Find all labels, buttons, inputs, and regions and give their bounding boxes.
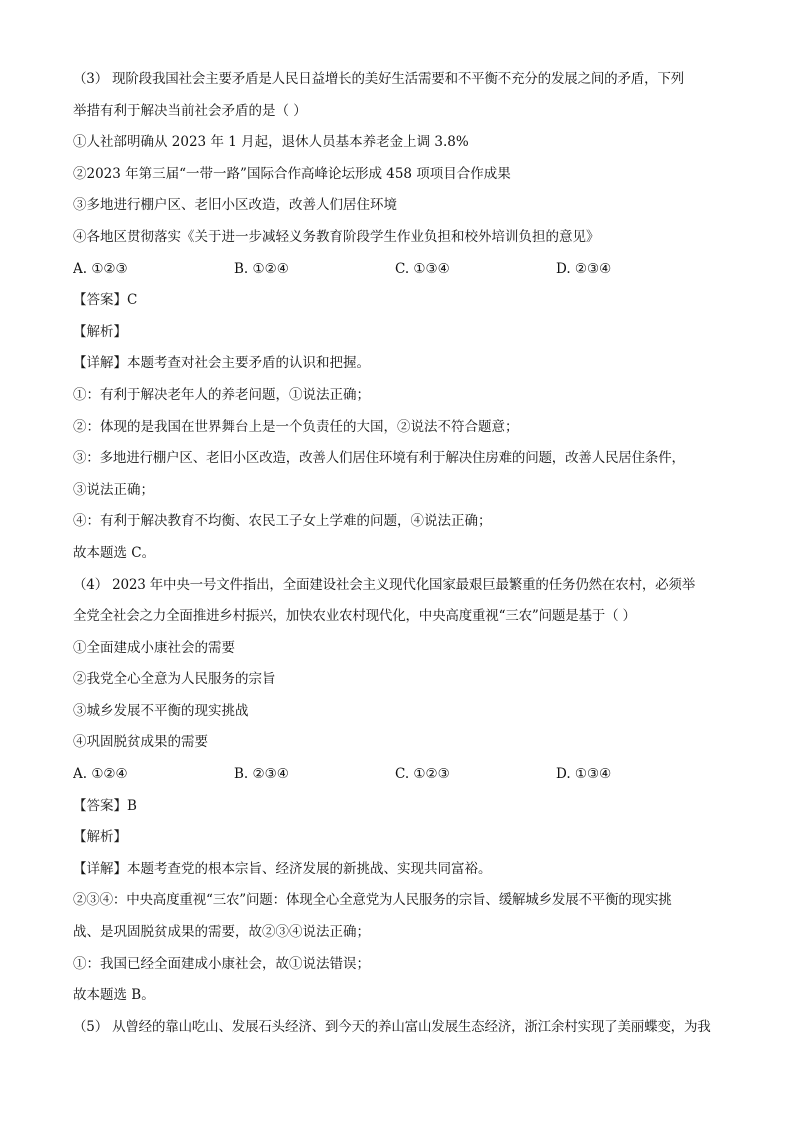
q4-item-4: ④巩固脱贫成果的需要 [73,734,208,751]
q4-option-d: D. ①③④ [556,766,612,783]
q3-detail-4: ③：多地进行棚户区、老旧小区改造，改善人们居住环境有利于解决住房难的问题，改善人民居住条件， [73,450,685,467]
q4-option-b: B. ②③④ [234,766,289,783]
q4-stem-line-2: 全党全社会之力全面推进乡村振兴，加快农业农村现代化，中央高度重视“三农”问题是基于（ ） [73,608,636,625]
q4-stem-line-1: （4） 2023 年中央一号文件指出，全面建设社会主义现代化国家最艰巨最繁重的任务仍然在农村，必须举 [73,576,696,593]
q3-stem-line-2: 举措有利于解决当前社会矛盾的是（ ） [73,102,307,119]
q3-answer: 【答案】C [73,292,138,309]
q4-detail-5: 故本题选 B。 [73,987,155,1004]
q4-detail-2: ②③④：中央高度重视“三农”问题：体现全心全意党为人民服务的宗旨、缓解城乡发展不平衡的现实挑 [73,892,672,909]
q4-options [73,759,738,791]
q4-detail-4: ①：我国已经全面建成小康社会，故①说法错误； [73,955,370,972]
q3-detail-1: 【详解】本题考查对社会主要矛盾的认识和把握。 [73,355,370,372]
q4-analysis-label: 【解析】 [73,829,127,846]
q3-detail-2: ①：有利于解决老年人的养老问题，①说法正确； [73,386,370,403]
q4-option-c: C. ①②③ [395,766,450,783]
q4-option-a: A. ①②④ [73,766,128,783]
q3-option-d: D. ②③④ [556,260,612,277]
q4-answer: 【答案】B [73,797,137,814]
q3-detail-6: ④：有利于解决教育不均衡、农民工子女上学难的问题，④说法正确； [73,513,492,530]
q3-option-b: B. ①②④ [234,260,289,277]
q4-item-1: ①全面建成小康社会的需要 [73,639,235,656]
q4-detail-1: 【详解】本题考查党的根本宗旨、经济发展的新挑战、实现共同富裕。 [73,860,492,877]
q3-option-a: A. ①②③ [73,260,128,277]
q4-item-2: ②我党全心全意为人民服务的宗旨 [73,671,276,688]
q4-item-3: ③城乡发展不平衡的现实挑战 [73,702,249,719]
q3-item-3: ③多地进行棚户区、老旧小区改造，改善人们居住环境 [73,197,397,214]
q3-item-2: ②2023 年第三届“一带一路”国际合作高峰论坛形成 458 项项目合作成果 [73,165,511,182]
q3-item-4: ④各地区贯彻落实《关于进一步减轻义务教育阶段学生作业负担和校外培训负担的意见》 [73,228,600,245]
q4-detail-3: 战、是巩固脱贫成果的需要，故②③④说法正确； [73,924,370,941]
q5-stem-line-1: （5） 从曾经的靠山吃山、发展石头经济、到今天的养山富山发展生态经济，浙江余村实现了美丽蝶变，为我 [73,1018,711,1035]
q3-detail-7: 故本题选 C。 [73,544,156,561]
q3-item-1: ①人社部明确从 2023 年 1 月起，退休人员基本养老金上调 3.8% [73,134,469,151]
q3-options [73,254,738,286]
q3-option-c: C. ①③④ [395,260,450,277]
q3-detail-3: ②：体现的是我国在世界舞台上是一个负责任的大国，②说法不符合题意； [73,418,519,435]
q3-stem-line-1: （3） 现阶段我国社会主要矛盾是人民日益增长的美好生活需要和不平衡不充分的发展之间的矛盾，下列 [73,71,684,87]
q3-analysis-label: 【解析】 [73,323,127,340]
q3-detail-5: ③说法正确； [73,481,154,498]
